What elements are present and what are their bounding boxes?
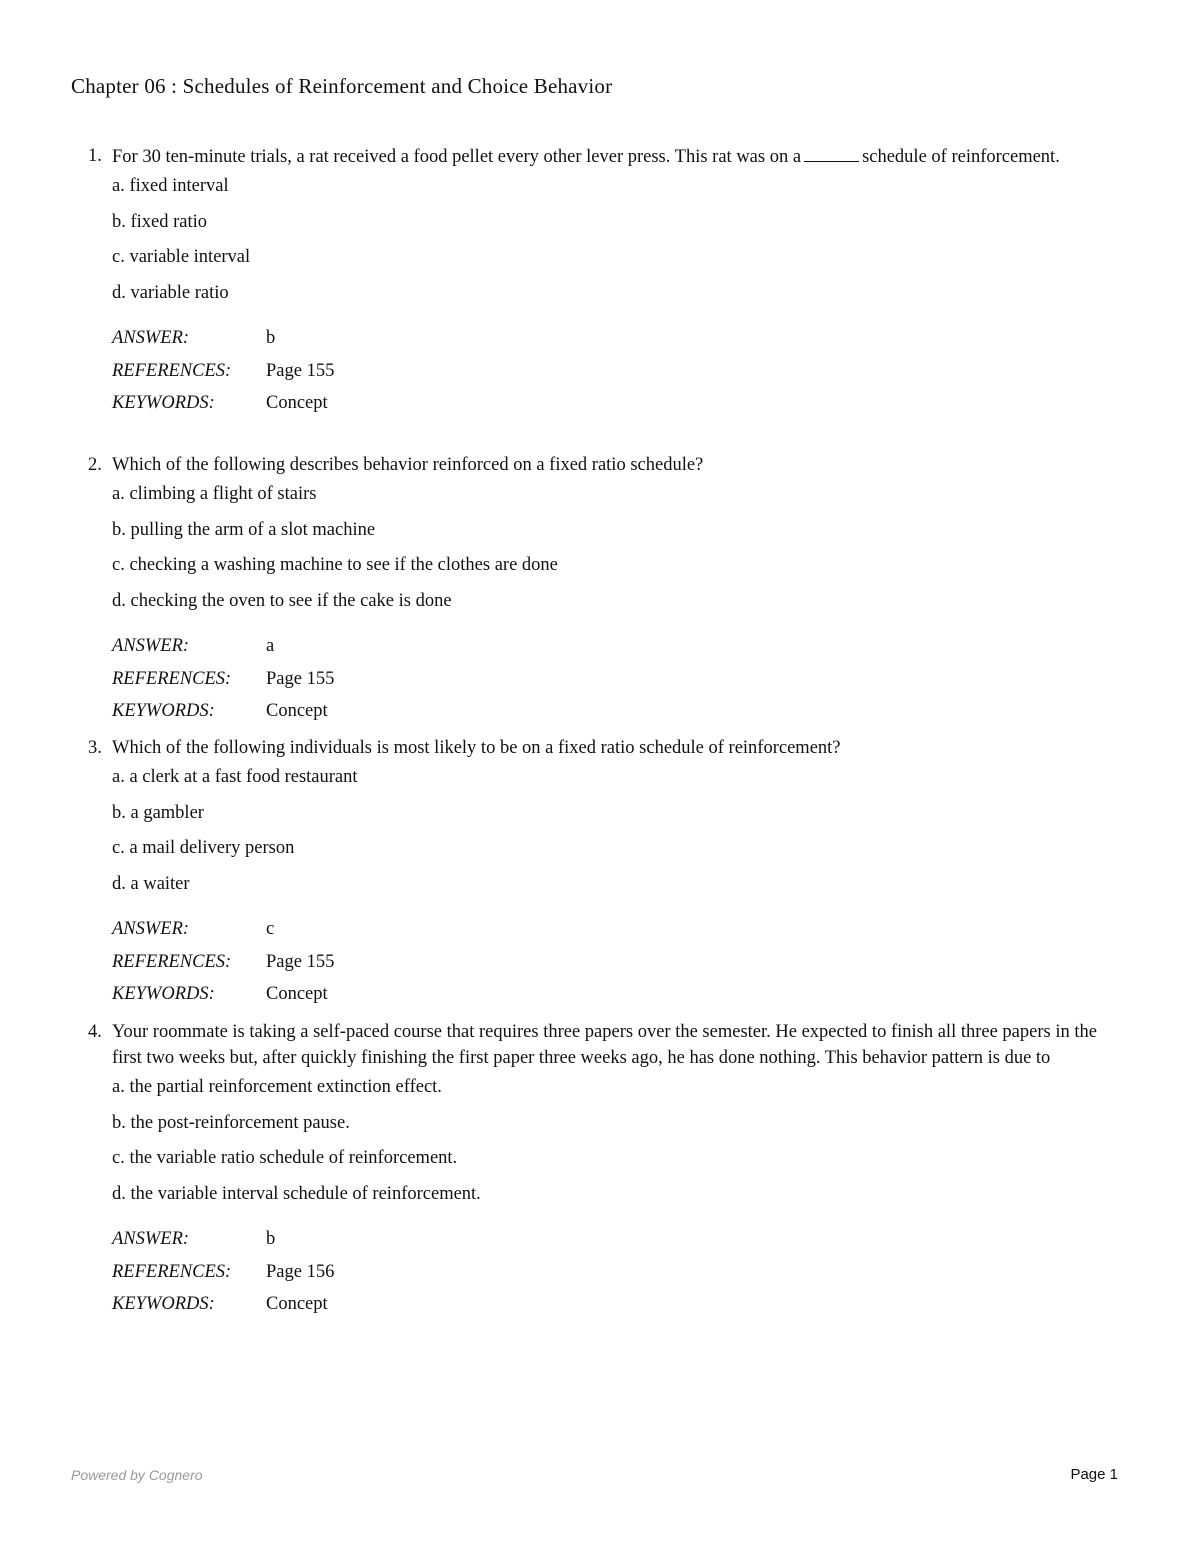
option-b: b. a gambler (112, 802, 204, 823)
references-row (112, 1259, 1118, 1292)
option-a: a. a clerk at a fast food restaurant (112, 767, 358, 787)
option-a: a. fixed interval (112, 176, 229, 196)
keywords-row (112, 981, 1118, 1014)
answer-blank (804, 143, 859, 162)
question-text: Which of the following describes behavior reinforced on a fixed ratio schedule? (112, 455, 704, 475)
question-stem (88, 735, 1118, 761)
references-value: Page 155 (266, 668, 335, 689)
option-b: b. pulling the arm of a slot machine (112, 519, 376, 540)
references-value: Page 155 (266, 951, 335, 972)
answer-row (112, 916, 1118, 949)
question-stem (88, 143, 1118, 170)
keywords-value: Concept (266, 701, 328, 721)
option-c: c. checking a washing machine to see if the clothes are done (112, 555, 558, 575)
page-number: Page 1 (1070, 1466, 1118, 1483)
option-c: c. variable interval (112, 247, 251, 267)
references-label: REFERENCES: (112, 1261, 232, 1282)
keywords-label: KEYWORDS: (112, 701, 215, 721)
references-label: REFERENCES: (112, 668, 232, 689)
option-list (112, 1074, 1118, 1213)
answer-metadata (112, 325, 1118, 423)
answer-label: ANSWER: (112, 636, 190, 656)
question-number: 1. (88, 146, 102, 166)
stem-before-blank: For 30 ten-minute trials, a rat received a food pellet every other lever press. This rat was on a (112, 147, 802, 167)
references-label: REFERENCES: (112, 360, 232, 381)
answer-value: c (266, 919, 275, 939)
references-row (112, 358, 1118, 391)
answer-value: b (266, 328, 276, 348)
question-4 (88, 1019, 1118, 1324)
option-list (112, 764, 1118, 903)
question-text (112, 143, 1118, 170)
option-d: d. checking the oven to see if the cake is done (112, 590, 452, 611)
question-3 (88, 735, 1118, 1014)
references-value: Page 156 (266, 1261, 335, 1282)
answer-metadata (112, 1226, 1118, 1324)
page-title: Chapter 06 : Schedules of Reinforcement and Choice Behavior (71, 74, 613, 98)
references-label: REFERENCES: (112, 951, 232, 972)
option-a: a. the partial reinforcement extinction effect. (112, 1077, 442, 1097)
question-number: 4. (88, 1022, 102, 1042)
keywords-row (112, 698, 1118, 731)
option-b: b. fixed ratio (112, 211, 208, 232)
keywords-row (112, 390, 1118, 423)
keywords-label: KEYWORDS: (112, 984, 215, 1004)
option-a: a. climbing a flight of stairs (112, 484, 317, 504)
answer-label: ANSWER: (112, 919, 190, 939)
powered-by-footer: Powered by Cognero (71, 1467, 203, 1483)
question-1 (88, 143, 1118, 423)
option-b: b. the post-reinforcement pause. (112, 1112, 350, 1133)
references-row (112, 666, 1118, 699)
question-text: Which of the following individuals is most likely to be on a fixed ratio schedule of reinforcement? (112, 738, 841, 758)
answer-label: ANSWER: (112, 1229, 190, 1249)
option-d: d. the variable interval schedule of reinforcement. (112, 1183, 481, 1204)
option-c: c. the variable ratio schedule of reinforcement. (112, 1148, 458, 1168)
keywords-label: KEYWORDS: (112, 393, 215, 413)
option-d: d. a waiter (112, 873, 190, 894)
keywords-value: Concept (266, 1294, 328, 1314)
option-list (112, 481, 1118, 620)
question-stem (88, 1019, 1118, 1071)
option-d: d. variable ratio (112, 282, 229, 303)
references-row (112, 949, 1118, 982)
answer-row (112, 1226, 1118, 1259)
answer-value: b (266, 1229, 276, 1249)
question-stem (88, 452, 1118, 478)
answer-metadata (112, 916, 1118, 1014)
keywords-label: KEYWORDS: (112, 1294, 215, 1314)
keywords-value: Concept (266, 393, 328, 413)
keywords-row (112, 1291, 1118, 1324)
question-2 (88, 452, 1118, 731)
keywords-value: Concept (266, 984, 328, 1004)
answer-row (112, 633, 1118, 666)
answer-label: ANSWER: (112, 328, 190, 348)
answer-metadata (112, 633, 1118, 731)
question-number: 2. (88, 455, 102, 475)
answer-row (112, 325, 1118, 358)
references-value: Page 155 (266, 360, 335, 381)
question-text: Your roommate is taking a self-paced course that requires three papers over the semester. He expected to finish all three papers in the first two weeks but, after quickly finishing the first paper three weeks ago, he has done nothing. This behavior pattern is due to (112, 1022, 1097, 1068)
option-c: c. a mail delivery person (112, 838, 295, 858)
stem-after-blank: schedule of reinforcement. (862, 147, 1060, 167)
question-number: 3. (88, 738, 102, 758)
option-list (112, 173, 1118, 312)
answer-value: a (266, 636, 275, 656)
